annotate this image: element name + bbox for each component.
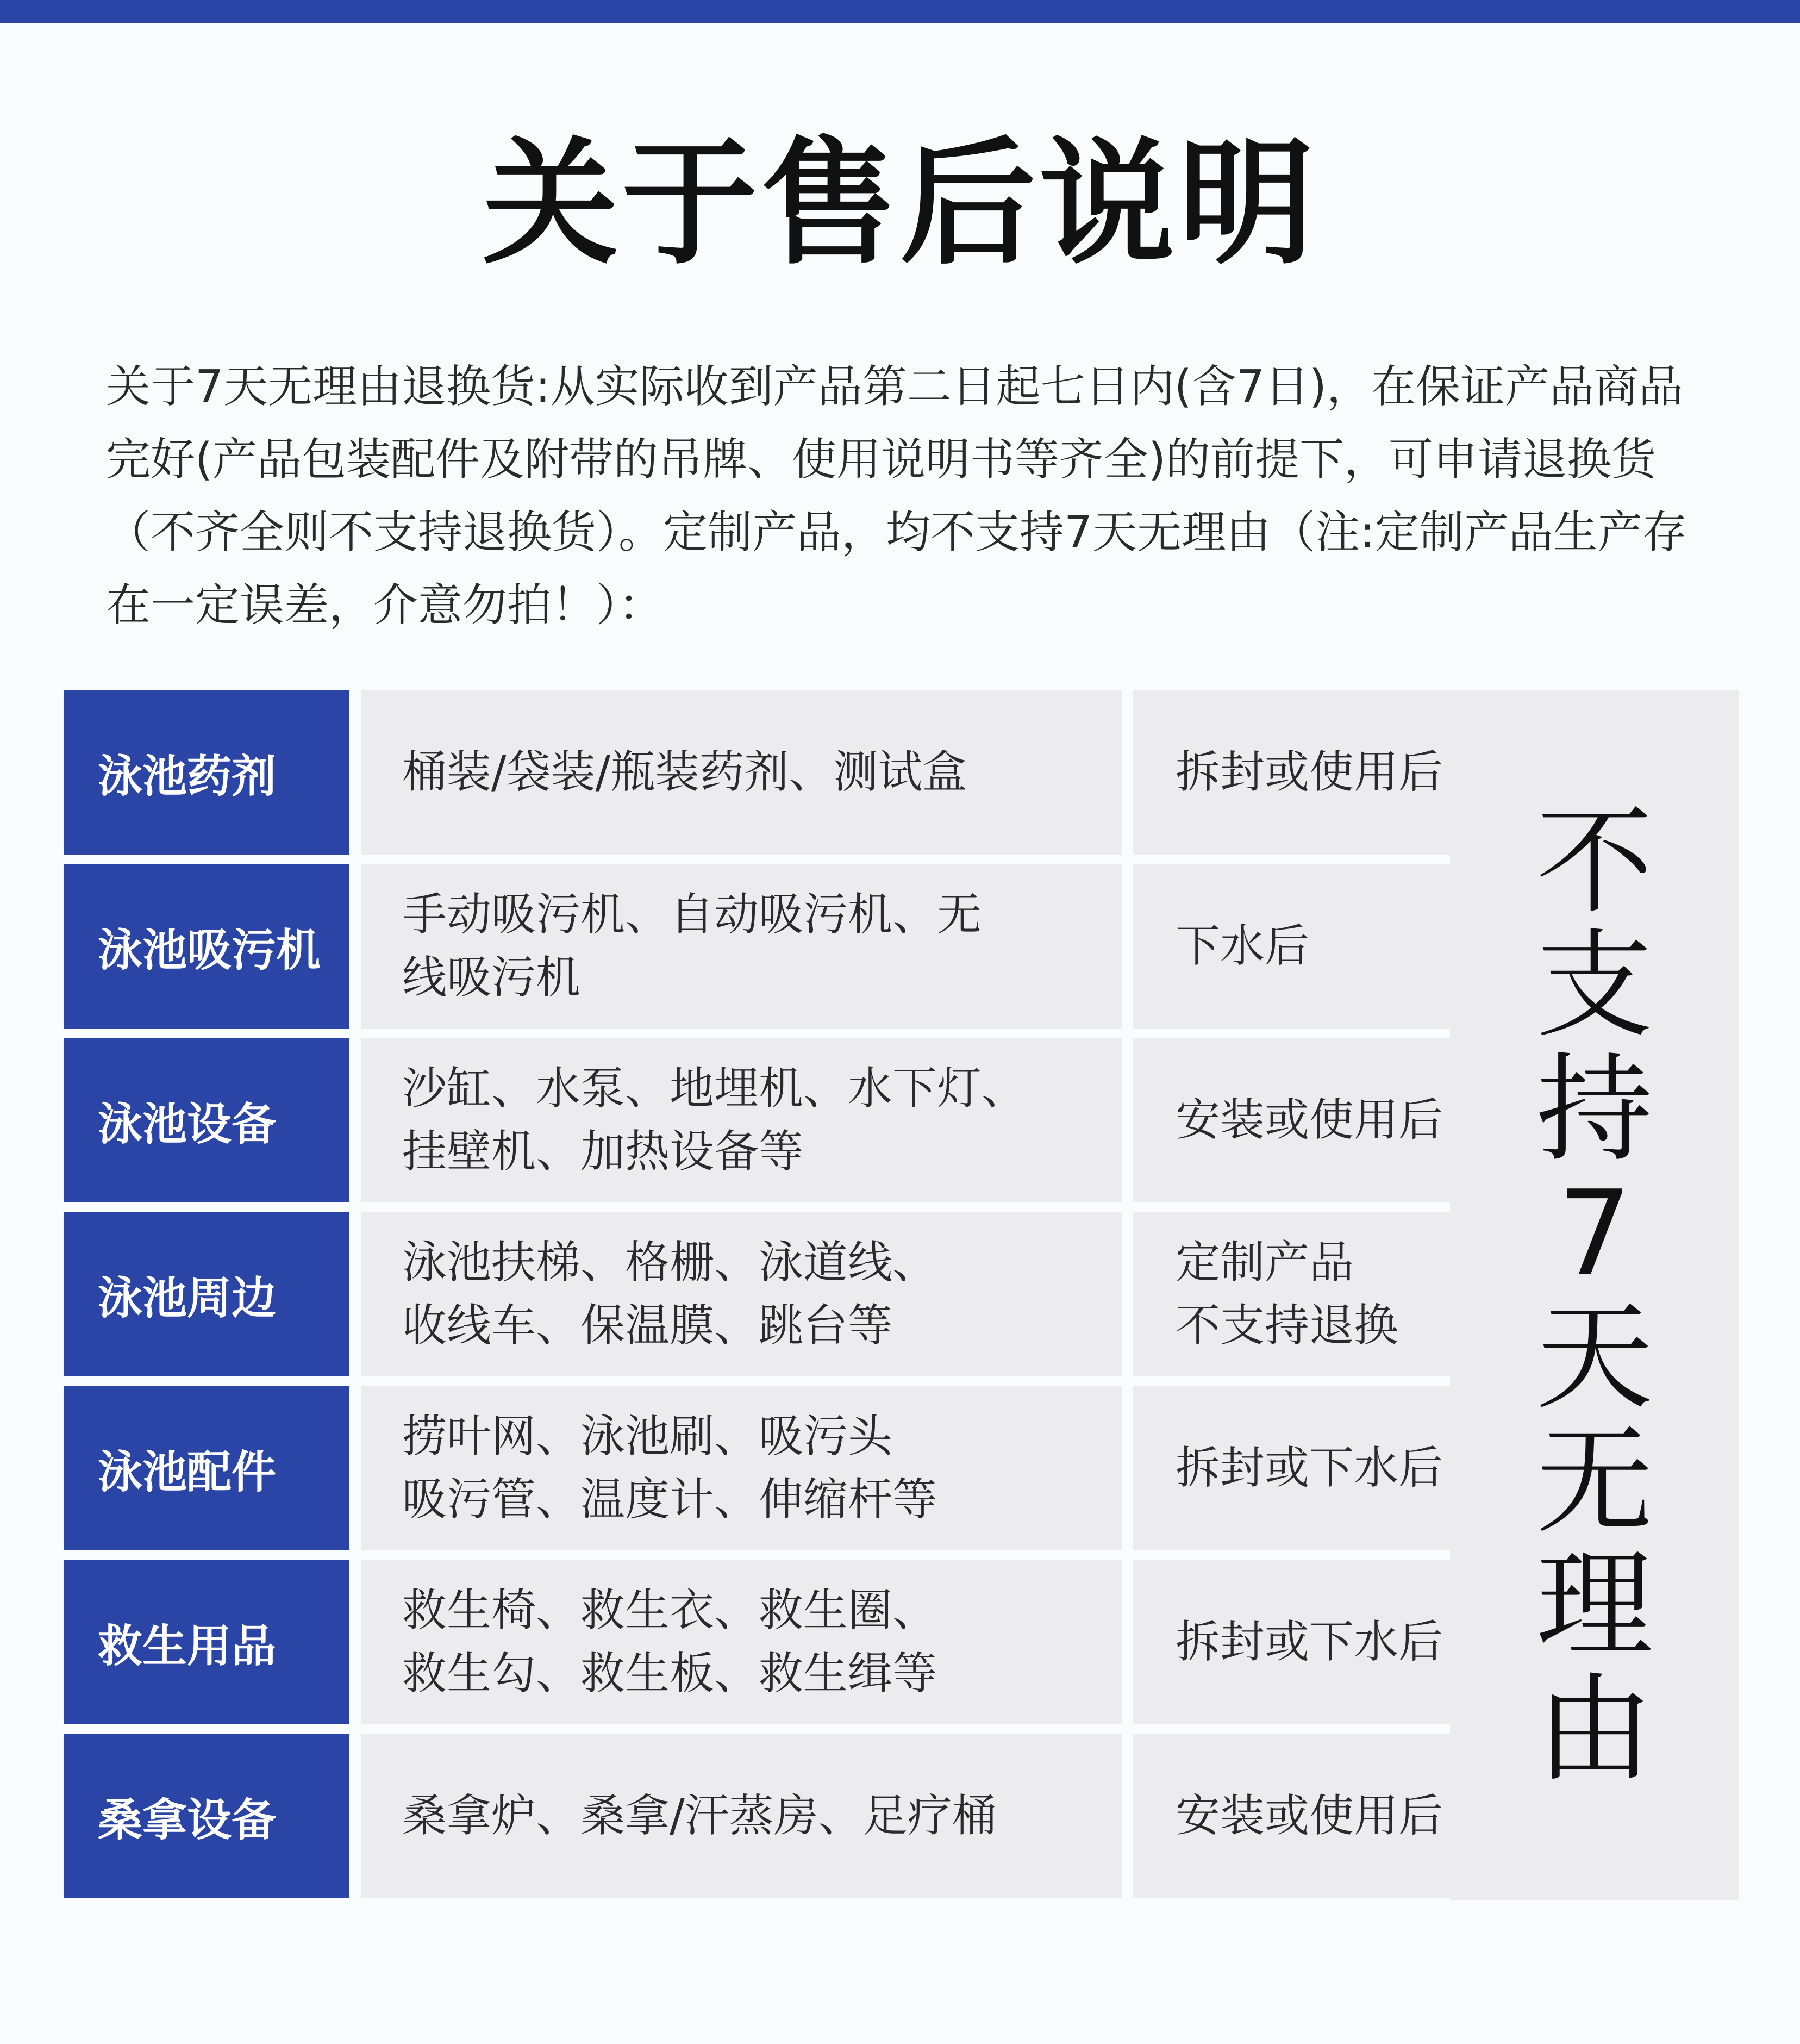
condition-cell: 安装或使用后 [1133,1734,1503,1898]
category-cell: 泳池周边 [64,1212,349,1376]
table-row [64,864,1439,1029]
condition-cell: 安装或使用后 [1133,1038,1503,1202]
category-cell: 泳池设备 [64,1038,349,1202]
condition-cell: 拆封或下水后 [1133,1386,1503,1550]
condition-cell: 定制产品 不支持退换 [1133,1212,1503,1376]
no-7-day-return-label [1450,690,1739,1900]
items-cell: 救生椅、救生衣、救生圈、 救生勾、救生板、救生缉等 [361,1560,1122,1724]
category-cell: 泳池吸污机 [64,864,349,1029]
items-cell: 桑拿炉、桑拿/汗蒸房、足疗桶 [361,1734,1122,1898]
category-cell: 泳池药剂 [64,690,349,855]
side-char: 无 [1536,1412,1653,1549]
items-cell: 捞叶网、泳池刷、吸污头 吸污管、温度计、伸缩杆等 [361,1386,1122,1550]
top-accent-bar [0,0,1800,23]
items-cell: 桶装/袋装/瓶装药剂、测试盒 [361,690,1122,855]
table-row [64,1212,1439,1376]
side-char: 不 [1536,793,1653,930]
table-row [64,690,1443,855]
items-cell: 沙缸、水泵、地埋机、水下灯、 挂壁机、加热设备等 [361,1038,1122,1202]
side-char: 理 [1536,1536,1653,1673]
condition-cell: 拆封或使用后 [1133,690,1503,855]
side-char: 支 [1536,917,1653,1054]
table-row [64,1386,1443,1550]
after-sales-table [64,690,1739,1900]
condition-cell: 下水后 [1133,864,1503,1029]
table-row [64,1038,1443,1202]
category-cell: 泳池配件 [64,1386,349,1550]
table-row [64,1560,1443,1724]
items-cell: 手动吸污机、自动吸污机、无 线吸污机 [361,864,1122,1029]
items-cell: 泳池扶梯、格栅、泳道线、 收线车、保温膜、跳台等 [361,1212,1122,1376]
intro-paragraph: 关于7天无理由退换货:从实际收到产品第二日起七日内(含7日)，在保证产品商品完好(产品包装配件及附带的吊牌、使用说明书等齐全)的前提下，可申请退换货（不齐全则不支持退换货）。定制产品，均不支持7天无理由（注:定制产品生产存在一定误差，介意勿拍！）： [106,361,1687,631]
side-char: 7 [1557,1164,1632,1301]
side-char: 由 [1536,1660,1653,1797]
category-cell: 救生用品 [64,1560,349,1724]
category-cell: 桑拿设备 [64,1734,349,1898]
side-char: 持 [1536,1040,1653,1177]
side-char: 天 [1536,1288,1653,1425]
condition-cell: 拆封或下水后 [1133,1560,1503,1724]
page-title: 关于售后说明 [483,124,1317,283]
table-row [64,1734,1443,1898]
